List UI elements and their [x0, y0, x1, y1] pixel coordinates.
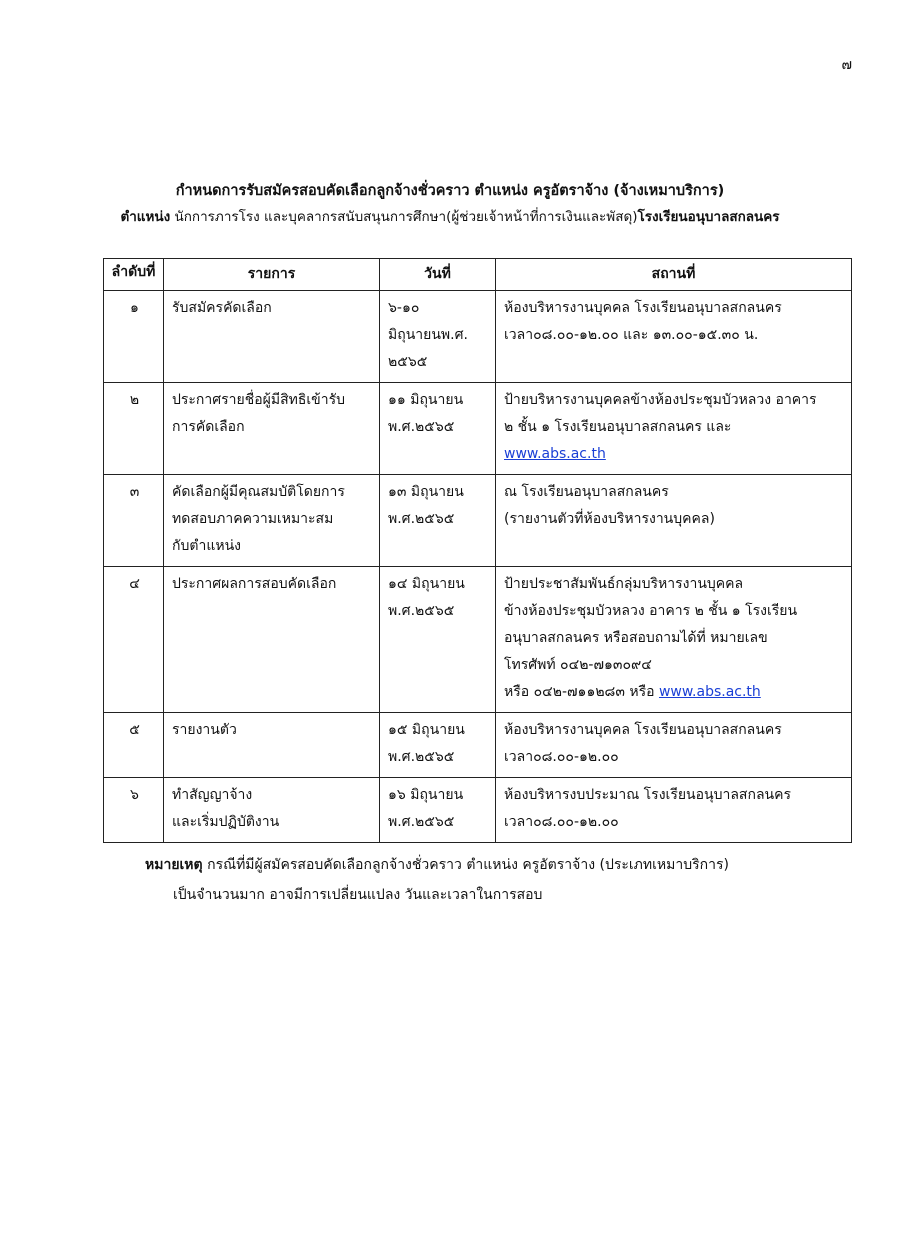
row-date: ๑๓ มิถุนายน พ.ศ.๒๕๖๕ — [380, 475, 496, 567]
row-number: ๓ — [104, 475, 164, 567]
row-number: ๖ — [104, 778, 164, 843]
remark-line-1: กรณีที่มีผู้สมัครสอบคัดเลือกลูกจ้างชั่วคราว ตำแหน่ง ครูอัตราจ้าง (ประเภทเหมาบริการ) — [202, 857, 729, 873]
row-item: ทำสัญญาจ้าง และเริ่มปฏิบัติงาน — [164, 778, 380, 843]
row-place: ป้ายประชาสัมพันธ์กลุ่มบริหารงานบุคคล ข้างห้องประชุมบัวหลวง อาคาร ๒ ชั้น ๑ โรงเรียน อนุบาลสกลนคร หรือสอบถามได้ที่ หมายเลข โทรศัพท์ ๐๔๒-๗๑๓๐๙๔ หรือ ๐๔๒-๗๑๑๒๘๓ หรือ www.abs.ac.th — [496, 567, 852, 713]
page-number: ๗ — [841, 57, 852, 73]
row-number: ๔ — [104, 567, 164, 713]
row-place: ห้องบริหารงานบุคคล โรงเรียนอนุบาลสกลนคร เวลา๐๘.๐๐-๑๒.๐๐ และ ๑๓.๐๐-๑๕.๓๐ น. — [496, 291, 852, 383]
row-date: ๑๑ มิถุนายน พ.ศ.๒๕๖๕ — [380, 383, 496, 475]
table-row — [104, 567, 852, 713]
table-header-row — [104, 259, 852, 291]
row-item: คัดเลือกผู้มีคุณสมบัติโดยการ ทดสอบภาคความเหมาะสม กับตำแหน่ง — [164, 475, 380, 567]
row-date: ๑๕ มิถุนายน พ.ศ.๒๕๖๕ — [380, 713, 496, 778]
row-place: ณ โรงเรียนอนุบาลสกลนคร (รายงานตัวที่ห้องบริหารงานบุคคล) — [496, 475, 852, 567]
title-line-1: กำหนดการรับสมัครสอบคัดเลือกลูกจ้างชั่วคราว ตำแหน่ง ครูอัตราจ้าง (จ้างเหมาบริการ) — [175, 183, 725, 199]
remark-line-2: เป็นจำนวนมาก อาจมีการเปลี่ยนแปลง วันและเวลาในการสอบ — [173, 887, 543, 903]
table-row — [104, 713, 852, 778]
row-date: ๑๖ มิถุนายน พ.ศ.๒๕๖๕ — [380, 778, 496, 843]
row-place: ห้องบริหารงบประมาณ โรงเรียนอนุบาลสกลนคร เวลา๐๘.๐๐-๑๒.๐๐ — [496, 778, 852, 843]
header-place: สถานที่ — [496, 259, 852, 291]
table-row — [104, 291, 852, 383]
remark-label: หมายเหตุ — [145, 857, 203, 873]
row-date: ๖-๑๐ มิถุนายนพ.ศ. ๒๕๖๕ — [380, 291, 496, 383]
table-row — [104, 475, 852, 567]
title-position-label: ตำแหน่ง — [120, 209, 171, 225]
schedule-table — [103, 258, 852, 843]
website-link[interactable]: www.abs.ac.th — [658, 684, 761, 700]
header-date: วันที่ — [380, 259, 496, 291]
row-place: ห้องบริหารงานบุคคล โรงเรียนอนุบาลสกลนคร เวลา๐๘.๐๐-๑๒.๐๐ — [496, 713, 852, 778]
row-place: ป้ายบริหารงานบุคคลข้างห้องประชุมบัวหลวง อาคาร ๒ ชั้น ๑ โรงเรียนอนุบาลสกลนคร และ www.abs.ac.th — [496, 383, 852, 475]
row-item: ประกาศรายชื่อผู้มีสิทธิเข้ารับ การคัดเลือก — [164, 383, 380, 475]
row-number: ๑ — [104, 291, 164, 383]
header-item: รายการ — [164, 259, 380, 291]
row-number: ๕ — [104, 713, 164, 778]
document-title — [0, 178, 900, 230]
row-item: รับสมัครคัดเลือก — [164, 291, 380, 383]
row-item: รายงานตัว — [164, 713, 380, 778]
remark-note — [145, 850, 729, 910]
website-link[interactable]: www.abs.ac.th — [504, 446, 606, 462]
table-row — [104, 778, 852, 843]
header-order: ลำดับที่ — [104, 259, 164, 291]
row-number: ๒ — [104, 383, 164, 475]
table-row — [104, 383, 852, 475]
title-line-2 — [0, 204, 900, 230]
row-item: ประกาศผลการสอบคัดเลือก — [164, 567, 380, 713]
row-date: ๑๔ มิถุนายน พ.ศ.๒๕๖๕ — [380, 567, 496, 713]
title-school-name: โรงเรียนอนุบาลสกลนคร — [637, 209, 780, 225]
title-position-text: นักการภารโรง และบุคลากรสนับสนุนการศึกษา(ผู้ช่วยเจ้าหน้าที่การเงินและพัสดุ) — [170, 209, 638, 225]
